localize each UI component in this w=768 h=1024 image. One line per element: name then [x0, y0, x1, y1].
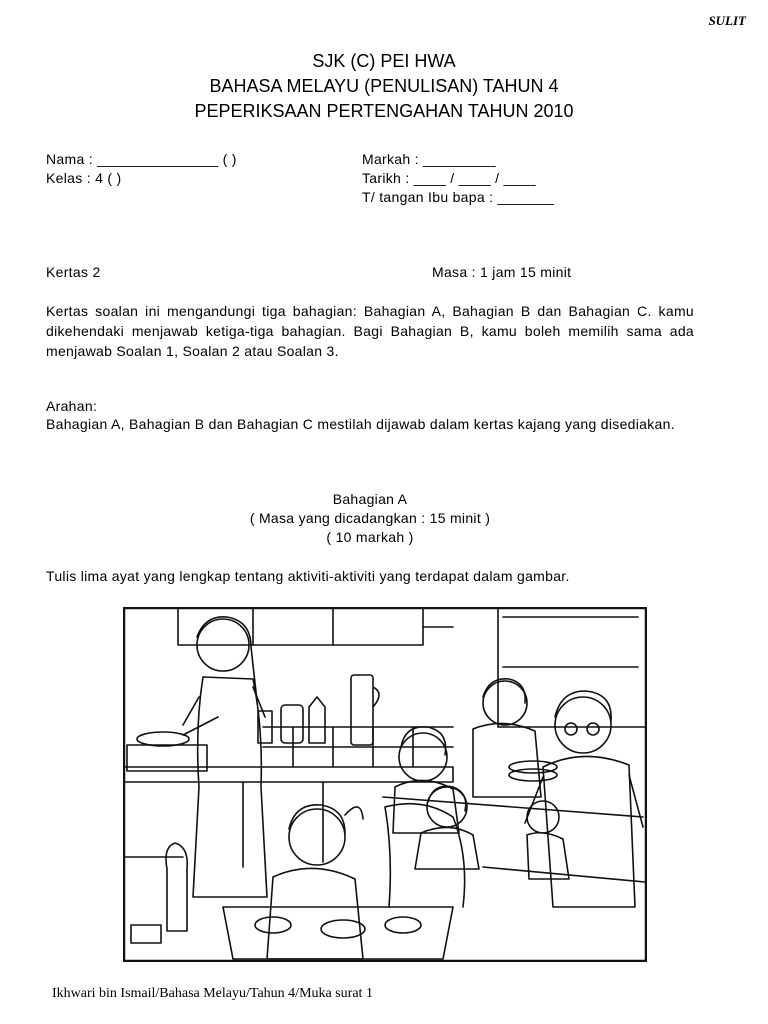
section-a-marks: ( 10 markah ) — [326, 529, 414, 545]
footer: Ikhwari bin Ismail/Bahasa Melayu/Tahun 4/Muka surat 1 — [52, 986, 373, 1001]
date-field: Tarikh : ____ / ____ / ____ — [362, 170, 536, 186]
parent-signature-field: T/ tangan Ibu bapa : _______ — [362, 189, 555, 205]
paper-label: Kertas 2 — [46, 264, 101, 280]
paper-duration: Masa : 1 jam 15 minit — [432, 264, 572, 280]
class-field: Kelas : 4 ( ) — [46, 170, 122, 186]
classification-label: SULIT — [708, 13, 746, 28]
section-a-time: ( Masa yang dicadangkan : 15 minit ) — [249, 510, 491, 526]
name-field: Nama : _______________ ( ) — [46, 151, 237, 167]
subject-title: BAHASA MELAYU (PENULISAN) TAHUN 4 — [209, 76, 559, 96]
instructions-heading: Arahan: — [46, 398, 98, 414]
section-a-title: Bahagian A — [332, 491, 408, 507]
marks-field: Markah : _________ — [362, 151, 496, 167]
intro-paragraph: Kertas soalan ini mengandungi tiga bahagian: Bahagian A, Bahagian B dan Bahagian C. kamu dikehendaki menjawab ketiga-tiga bahagian. Bagi Bahagian B, kamu boleh memilih sama ada menjawab Soalan 1, Soalan 2 atau Soalan 3. — [46, 303, 694, 359]
section-a-question: Tulis lima ayat yang lengkap tentang aktiviti-aktiviti yang terdapat dalam gambar. — [46, 568, 570, 584]
exam-title: PEPERIKSAAN PERTENGAHAN TAHUN 2010 — [194, 101, 574, 121]
instructions-text: Bahagian A, Bahagian B dan Bahagian C mestilah dijawab dalam kertas kajang yang disediakan. — [46, 416, 675, 432]
kitchen-illustration — [123, 607, 647, 962]
school-title: SJK (C) PEI HWA — [312, 51, 456, 71]
